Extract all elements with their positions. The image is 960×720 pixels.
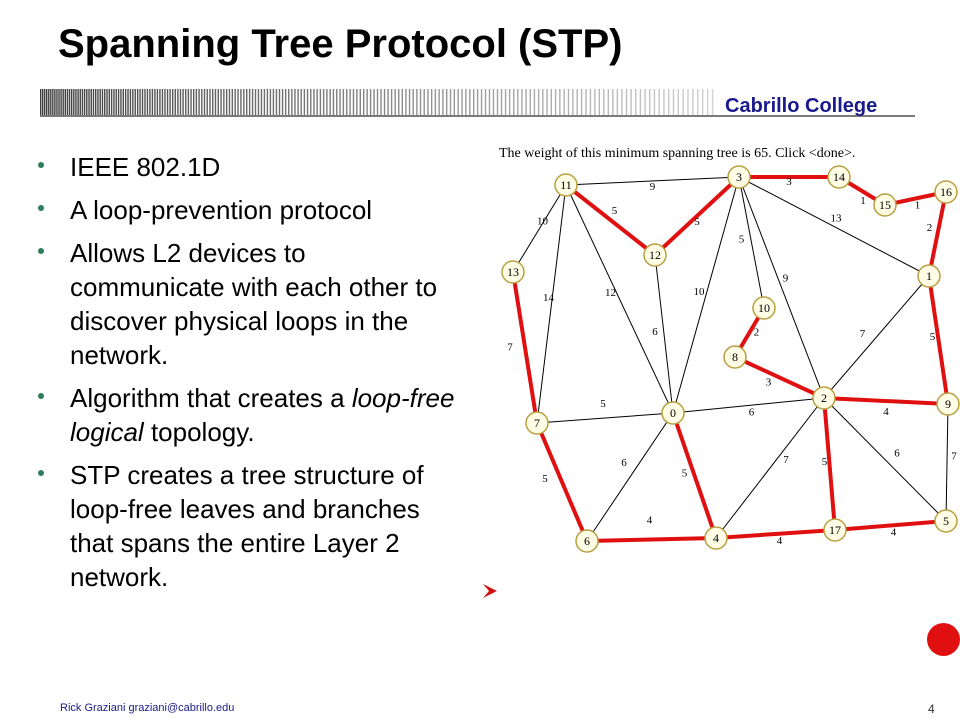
graph-node xyxy=(828,166,850,188)
edge-weight-label: 7 xyxy=(951,450,957,463)
edge-weight-label: 5 xyxy=(929,331,936,343)
edge-weight-label: 5 xyxy=(694,216,700,228)
graph-edge xyxy=(716,398,824,538)
node-label: 13 xyxy=(507,265,519,279)
slide-title: Spanning Tree Protocol (STP) xyxy=(58,22,623,66)
graph-node xyxy=(555,174,577,196)
pointer-arrow-icon xyxy=(480,580,502,602)
bullet-text: A loop-prevention protocol xyxy=(70,195,373,225)
bullet-text: STP creates a tree structure of loop-free leaves and branches that spans the entire Layer 2 network. xyxy=(70,460,424,592)
graph-edge xyxy=(673,177,739,413)
bullet-text: Allows L2 devices to communicate with each other to discover physical loops in the network. xyxy=(70,238,438,370)
edge-weight-label: 5 xyxy=(821,456,828,468)
node-label: 16 xyxy=(940,185,952,199)
graph-node xyxy=(644,244,666,266)
bullet-list xyxy=(38,150,458,603)
edge-weight-label: 10 xyxy=(537,215,548,228)
graph-node xyxy=(918,265,940,287)
node-label: 17 xyxy=(829,523,841,537)
edge-weight-label: 5 xyxy=(611,205,618,217)
edge-weight-label: 6 xyxy=(894,447,900,460)
brand-name: Cabrillo College xyxy=(725,95,878,117)
node-label: 4 xyxy=(713,531,719,545)
bullet-text: loop-free logical xyxy=(70,383,455,447)
edge-weight-label: 5 xyxy=(542,473,548,485)
graph-node xyxy=(937,393,959,415)
tree-edge xyxy=(566,185,655,255)
edge-weight-label: 10 xyxy=(693,286,705,298)
tree-edge xyxy=(824,398,948,404)
graph-edge xyxy=(537,413,673,423)
edge-weight-label: 1 xyxy=(860,195,866,207)
graph-node xyxy=(576,530,598,552)
edge-weight-label: 6 xyxy=(748,406,755,419)
edge-weight-label: 14 xyxy=(543,292,554,304)
edge-weight-label: 2 xyxy=(926,222,933,234)
edge-weight-label: 9 xyxy=(649,181,656,193)
node-label: 9 xyxy=(945,397,951,411)
node-label: 12 xyxy=(649,248,661,262)
edge-weight-label: 6 xyxy=(621,457,627,469)
graph-node xyxy=(662,402,684,424)
edge-weight-label: 5 xyxy=(738,233,745,246)
node-label: 5 xyxy=(943,514,949,528)
edge-weight-label: 12 xyxy=(605,287,616,299)
edge-weight-label: 13 xyxy=(830,212,842,225)
graph-node xyxy=(753,297,775,319)
bullet-dot-icon xyxy=(38,205,44,211)
edge-weight-label: 7 xyxy=(783,454,789,466)
graph-node xyxy=(824,519,846,541)
node-label: 8 xyxy=(732,350,738,364)
graph-edge xyxy=(513,185,566,272)
node-label: 1 xyxy=(926,269,932,283)
graph-edge xyxy=(587,413,673,541)
graph-edge xyxy=(946,404,948,521)
edge-weight-label: 4 xyxy=(776,535,783,547)
edge-weight-label: 9 xyxy=(782,272,789,285)
footer-author: Rick Graziani graziani@cabrillo.edu xyxy=(60,702,235,714)
node-label: 6 xyxy=(584,534,590,548)
graph-node xyxy=(724,346,746,368)
graph-edge xyxy=(824,276,929,398)
bullet-dot-icon xyxy=(38,470,44,476)
node-label: 10 xyxy=(758,301,770,315)
edge-weight-label: 5 xyxy=(600,398,606,410)
node-label: 11 xyxy=(560,178,572,192)
edge-weight-label: 4 xyxy=(890,526,897,539)
bullet-item xyxy=(38,381,458,449)
node-label: 3 xyxy=(736,170,742,184)
tree-edge xyxy=(716,530,835,538)
bullet-item xyxy=(38,236,458,372)
graph-node xyxy=(705,527,727,549)
tree-edge xyxy=(926,192,946,276)
node-label: 2 xyxy=(821,391,827,405)
edge-weight-label: 7 xyxy=(859,328,866,340)
graph-node xyxy=(935,510,957,532)
graph-node xyxy=(526,412,548,434)
bullet-text: topology. xyxy=(143,417,255,447)
edge-weight-label: 2 xyxy=(753,326,760,339)
spanning-tree-graph xyxy=(480,140,960,620)
edge-weight-label: 7 xyxy=(507,341,513,354)
node-label: 0 xyxy=(670,406,676,420)
edge-weight-label: 4 xyxy=(646,514,653,527)
graph-node xyxy=(502,261,524,283)
page-number: 4 xyxy=(928,702,935,716)
graph-edge xyxy=(566,185,673,413)
bullet-item xyxy=(38,150,458,184)
bullet-text: IEEE 802.1D xyxy=(70,152,221,182)
red-record-dot xyxy=(927,623,960,656)
bullet-dot-icon xyxy=(38,393,44,399)
graph-node xyxy=(935,181,957,203)
bullet-item xyxy=(38,193,458,227)
edge-weight-label: 6 xyxy=(652,326,658,338)
bullet-dot-icon xyxy=(38,248,44,254)
graph-edge xyxy=(739,177,929,276)
edge-weight-label: 5 xyxy=(681,467,688,480)
tree-edge xyxy=(587,538,716,541)
edge-weight-label: 3 xyxy=(765,376,772,389)
graph-node xyxy=(813,387,835,409)
edge-weight-label: 1 xyxy=(914,199,921,212)
node-label: 15 xyxy=(879,198,891,212)
edge-weight-label: 4 xyxy=(883,406,889,418)
graph-node xyxy=(728,166,750,188)
node-label: 7 xyxy=(534,416,540,430)
tree-edge xyxy=(673,413,716,538)
graph-node xyxy=(874,194,896,216)
bullet-text: Algorithm that creates a xyxy=(70,383,352,413)
node-label: 14 xyxy=(833,170,845,184)
bullet-item xyxy=(38,458,458,594)
edge-weight-label: 3 xyxy=(786,176,792,188)
graph-caption: The weight of this minimum spanning tree is 65. Click <done>. xyxy=(499,146,856,161)
bullet-dot-icon xyxy=(38,162,44,168)
tree-edge xyxy=(513,272,537,423)
